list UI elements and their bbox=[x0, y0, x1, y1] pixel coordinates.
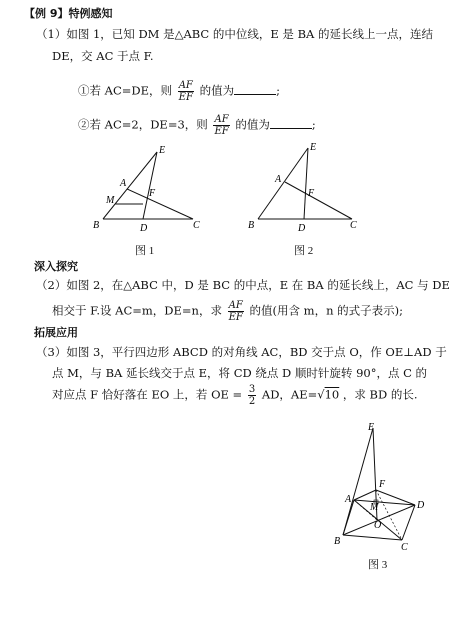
label-b: B bbox=[248, 220, 255, 231]
fraction-three-halves bbox=[248, 384, 256, 407]
label-a: A bbox=[345, 494, 352, 505]
q2-line1: （2）如图 2，在△ABC 中，D 是 BC 的中点，E 在 BA 的延长线上，AC 与 DE bbox=[36, 278, 450, 292]
label-m: M bbox=[106, 195, 115, 206]
label-a: A bbox=[120, 178, 127, 189]
frac-denominator: EF bbox=[228, 312, 243, 323]
figure-2 bbox=[240, 140, 365, 240]
q3-line3 bbox=[52, 384, 418, 407]
label-d: D bbox=[298, 223, 306, 234]
figure-1 bbox=[85, 140, 210, 240]
figure-3 bbox=[330, 420, 440, 555]
label-b: B bbox=[93, 220, 100, 231]
label-m: M bbox=[370, 502, 379, 513]
figure-3-caption: 图 3 bbox=[368, 559, 388, 571]
label-f: F bbox=[308, 188, 315, 199]
label-d: D bbox=[417, 500, 425, 511]
section-2-title: 深入探究 bbox=[34, 260, 78, 273]
q3-line3-post: ，求 BD 的长. bbox=[342, 387, 418, 402]
frac-denominator: EF bbox=[214, 126, 229, 137]
sqrt-icon: √ bbox=[317, 387, 325, 402]
q1-sub1-post: 的值为 bbox=[199, 83, 235, 98]
answer-blank-2[interactable] bbox=[270, 118, 312, 129]
q2-line2 bbox=[52, 300, 403, 323]
figure-2-caption: 图 2 bbox=[294, 245, 314, 257]
answer-blank-1[interactable] bbox=[234, 84, 276, 95]
frac-denominator: EF bbox=[178, 92, 193, 103]
q1-line2: DE，交 AC 于点 F. bbox=[52, 49, 154, 63]
q1-line1: （1）如图 1，已知 DM 是△ABC 的中位线，E 是 BA 的延长线上一点，连结 bbox=[36, 27, 433, 41]
figure-1-caption: 图 1 bbox=[135, 245, 155, 257]
frac-numerator: AF bbox=[178, 80, 193, 91]
frac-numerator: AF bbox=[228, 300, 243, 311]
label-d: D bbox=[140, 223, 148, 234]
q2-line2-post: 的值(用含 m，n 的式子表示); bbox=[249, 303, 403, 318]
label-c: C bbox=[401, 542, 408, 553]
frac-numerator: AF bbox=[214, 114, 229, 125]
label-a: A bbox=[275, 174, 282, 185]
q3-line2: 点 M，与 BA 延长线交于点 E，将 CD 绕点 D 顺时针旋转 90°，点 C 的 bbox=[52, 366, 428, 380]
sqrt-radicand: 10 bbox=[324, 387, 340, 402]
label-e: E bbox=[368, 422, 375, 433]
fraction-af-ef bbox=[213, 114, 229, 137]
q1-sub2-post: 的值为 bbox=[235, 117, 270, 132]
q3-line3-pre: 对应点 F 恰好落在 EO 上，若 OE = bbox=[52, 387, 243, 402]
label-e: E bbox=[159, 145, 166, 156]
label-e: E bbox=[310, 142, 317, 153]
fraction-af-ef bbox=[178, 80, 194, 103]
q3-line3-mid: AD，AE= bbox=[261, 387, 318, 402]
label-f: F bbox=[379, 479, 386, 490]
q1-sub2-pre: ②若 AC=2，DE=3，则 bbox=[78, 117, 208, 132]
q1-sub1-pre: ①若 AC=DE，则 bbox=[78, 83, 173, 98]
q1-sub1: ①若 AC=DE，则 $\frac{AF}{EF}$ 的值为 ; bbox=[78, 80, 280, 103]
q1-sub2: ②若 AC=2，DE=3，则 $\frac{AF}{EF}$ 的值为 ; bbox=[78, 114, 316, 137]
label-f: F bbox=[149, 188, 156, 199]
label-c: C bbox=[350, 220, 357, 231]
frac-denominator: 2 bbox=[248, 396, 256, 407]
q2-line2-pre: 相交于 F.设 AC=m，DE=n，求 bbox=[52, 303, 222, 318]
fraction-af-ef bbox=[228, 300, 244, 323]
label-b: B bbox=[334, 536, 341, 547]
label-c: C bbox=[193, 220, 200, 231]
q3-line1: （3）如图 3，平行四边形 ABCD 的对角线 AC，BD 交于点 O，作 OE⊥AD 于 bbox=[36, 345, 447, 359]
label-o: O bbox=[374, 520, 382, 531]
example-title: 【例 9】特例感知 bbox=[24, 7, 113, 20]
frac-numerator: 3 bbox=[248, 384, 256, 395]
section-3-title: 拓展应用 bbox=[34, 326, 78, 339]
